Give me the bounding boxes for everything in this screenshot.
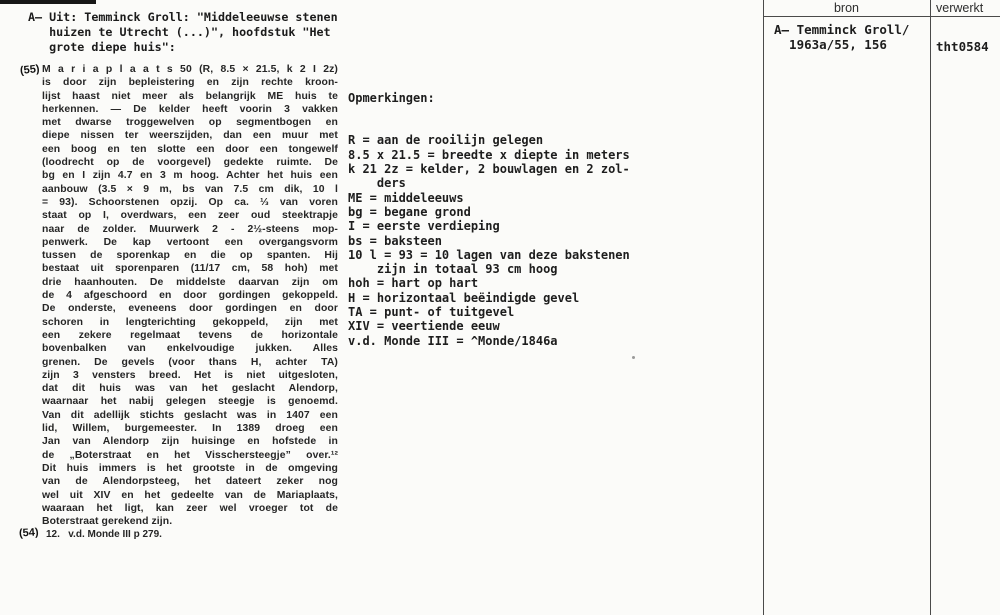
source-citation-line: A— Uit: Temminck Groll: "Middeleeuwse stenen [28, 10, 338, 24]
entry-text-line: een zekere regelmaat tevens de horizontale [42, 329, 338, 341]
entry-text-line: Van dit adellijk stichts geslacht was in 1407 een [42, 409, 338, 421]
entry-text-line: lid, Willem, burgemeester. In 1389 droeg een [42, 423, 338, 435]
remark-line: bs = baksteen [348, 233, 442, 248]
footnote-number-annotation: (54) [18, 526, 39, 540]
source-citation-header [28, 10, 338, 55]
remark-line: 10 l = 93 = 10 lagen van deze bakstenen [348, 247, 630, 262]
remark-line: ME = middeleeuws [348, 190, 464, 205]
entry-text-line: met dwarse troggewelven op segmentbogen en [42, 117, 338, 129]
table-header-rule [763, 16, 1000, 17]
remark-line: ders [348, 176, 406, 191]
entry-text-line: is door zijn bepleistering en zijn rechte kroon- [42, 77, 338, 89]
entry-text-line: wel uit XIV en het gedeelte van de Mariaplaats, [42, 489, 338, 501]
entry-text-line: de 4 afgeschoord en door gordingen gekoppeld. [42, 290, 338, 302]
entry-text-line: van de Alendorpsteeg, het dateert zeker nog [42, 476, 338, 488]
remark-line: TA = punt- of tuitgevel [348, 305, 515, 320]
footnote-text: 12. v.d. Monde III p 279. [46, 529, 162, 540]
entry-text-line: herkennen. — De kelder heeft voorin 3 vakken [42, 103, 338, 115]
remarks-list [348, 133, 630, 347]
entry-text-line: de „Boterstraat en het Visschersteegje” over.¹² [42, 449, 338, 461]
entry-text-line: bovenbalken van enkelvoudige jukken. Alles [42, 343, 338, 355]
entry-text-line: Dit huis immers is het grootste in de omgeving [42, 462, 338, 474]
remark-line: R = aan de rooilijn gelegen [348, 133, 544, 148]
bron-cell-line: 1963a/55, 156 [774, 37, 887, 52]
entry-text-line: bestaat uit sporenparen (11/17 cm, 58 hoh) met [42, 263, 338, 275]
entry-text-line: staat op I, overdwars, een zeer oud steektrapje [42, 210, 338, 222]
entry-text-line: aanbouw (3.5 × 9 m, bs van 7.5 cm dik, 10 l [42, 183, 338, 195]
remark-line: bg = begane grond [348, 204, 471, 219]
entry-text-line: grenen. De gevels (voor thans H, achter TA) [42, 356, 338, 368]
entry-text-line: waaraan het ligt, kan zeer wel vroeger tot de [42, 502, 338, 514]
remark-line: H = horizontaal beëindigde gevel [348, 290, 580, 305]
scan-speck [632, 356, 635, 359]
table-border-left [763, 0, 764, 615]
entry-text-block [42, 63, 338, 528]
verwerkt-cell: tht0584 [936, 39, 989, 54]
source-citation-line: huizen te Utrecht (...)", hoofdstuk "Het [28, 25, 331, 39]
entry-text-line: penwerk. De kap vertoont een overgangsvorm [42, 236, 338, 248]
entry-text-line: diepe nissen ter weerszijden, dan een muur met [42, 130, 338, 142]
entry-text-line: tussen de sporenkap en die op spanten. Hij [42, 250, 338, 262]
remark-line: 8.5 x 21.5 = breedte x diepte in meters [348, 147, 630, 162]
remark-line: hoh = hart op hart [348, 276, 479, 291]
remark-line: XIV = veertiende eeuw [348, 319, 500, 334]
entry-text-line: (loodrecht op de voorgevel) gedekte ruimte. De [42, 157, 338, 169]
entry-text-line: zijn 3 vensters breed. Het is niet uitgesloten, [42, 369, 338, 381]
column-header-verwerkt: verwerkt [936, 1, 984, 15]
remark-line: v.d. Monde III = ^Monde/1846a [348, 333, 558, 348]
remarks-column [348, 62, 630, 377]
bron-cell-line: A— Temminck Groll/ [774, 22, 910, 37]
entry-text-line: De onderste, eveneens door gordingen en door [42, 303, 338, 315]
entry-text-line: = 93). Schoorstenen opzij. Op ca. ⅓ van voren [42, 196, 338, 208]
remark-line: k 21 2z = kelder, 2 bouwlagen en 2 zol- [348, 162, 630, 177]
remarks-title: Opmerkingen: [348, 90, 435, 105]
entry-text-line: een boog en ten slotte een door een tongewelf [42, 143, 338, 155]
bron-cell [774, 22, 909, 52]
entry-text-line: drie haanhouten. De middelste daarvan zijn om [42, 276, 338, 288]
entry-text-line: dat dit huis was van het geslacht Alendorp, [42, 383, 338, 395]
remark-line: zijn in totaal 93 cm hoog [348, 262, 558, 277]
table-column-divider [930, 0, 931, 615]
entry-text-line: Boterstraat gerekend zijn. [42, 516, 173, 528]
source-citation-line: grote diepe huis": [28, 40, 176, 54]
remark-line: I = eerste verdieping [348, 219, 500, 234]
entry-text-line: M a r i a p l a a t s 50 (R, 8.5 × 21.5, k 2 I 2z) [42, 64, 338, 75]
entry-text-line: waarnaar het nabij gelegen steegje is genoemd. [42, 396, 338, 408]
entry-number-annotation: (55) [19, 63, 41, 77]
entry-text-line: naar de zolder. Muurwerk 2 - 2½-steens mop- [42, 223, 338, 235]
entry-text-line: schoren in lengterichting gekoppeld, zijn met [42, 316, 338, 328]
column-header-bron: bron [833, 1, 860, 15]
entry-text-line: Jan van Alendorp zijn huisinge en hofstede in [42, 436, 338, 448]
entry-text-line: bg en I zijn 4.7 en 3 m hoog. Achter het huis een [42, 170, 338, 182]
scan-artifact-line [0, 0, 96, 4]
entry-text-line: lijst haast niet meer als belangrijk ME huis te [42, 90, 338, 102]
